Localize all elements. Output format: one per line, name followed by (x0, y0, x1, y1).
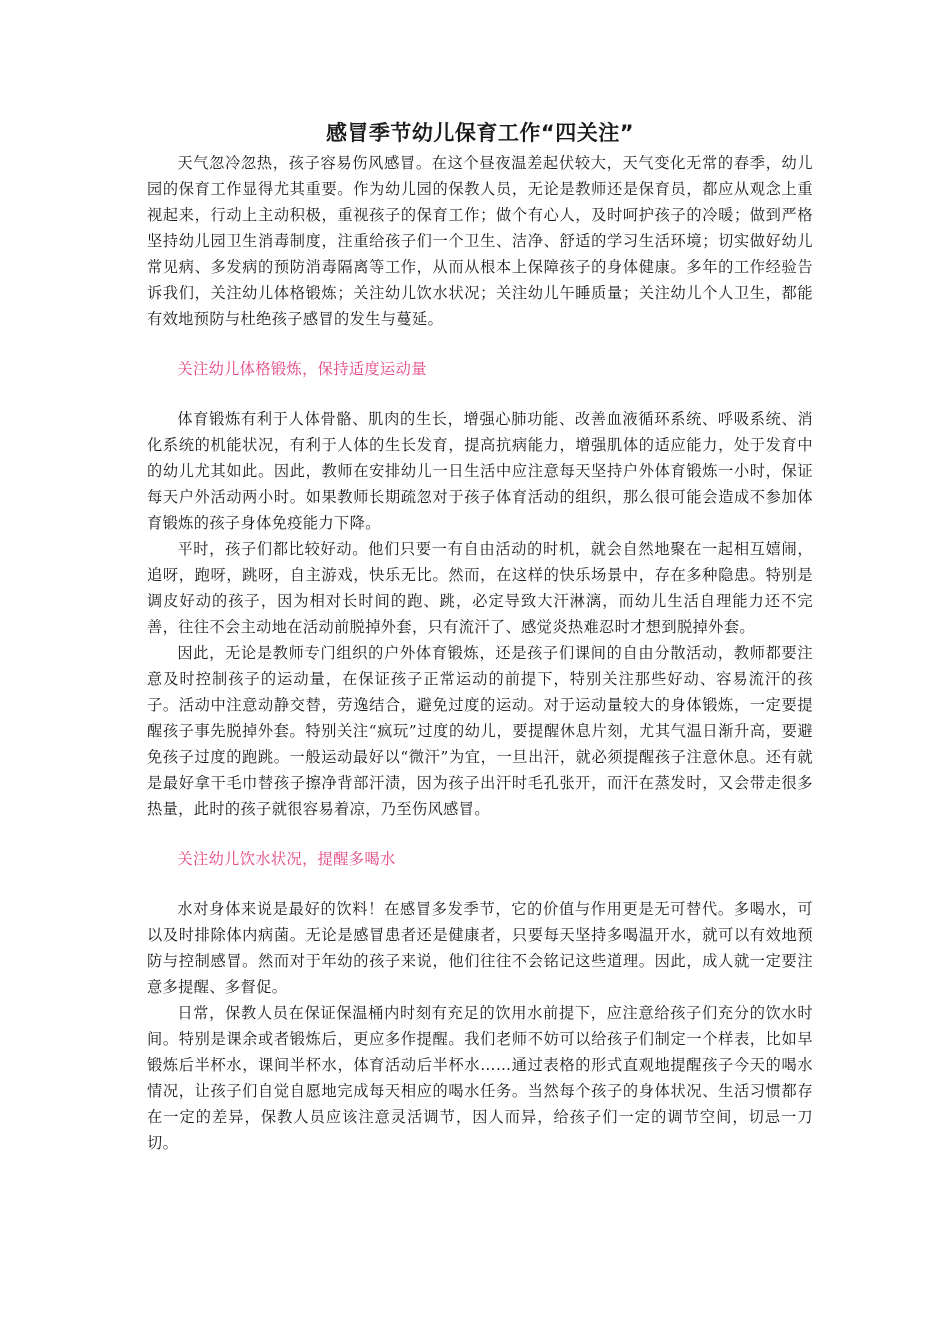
section1-paragraph: 体育锻炼有利于人体骨骼、肌肉的生长，增强心肺功能、改善血液循环系统、呼吸系统、消化系统的机能状况，有利于人体的生长发育，提高抗病能力，增强肌体的适应能力，处于发育中的幼儿尤其如此。因此，教师在安排幼儿一日生活中应注意每天坚持户外体育锻炼一小时，保证每天户外活动两小时。如果教师长期疏忽对于孩子体育活动的组织，那么很可能会造成不参加体育锻炼的孩子身体免疫能力下降。 (147, 410, 813, 532)
section-heading-water: 关注幼儿饮水状况，提醒多喝水 (177, 850, 396, 868)
document-title: 感冒季节幼儿保育工作“四关注” (325, 121, 635, 145)
intro-paragraph: 天气忽冷忽热，孩子容易伤风感冒。在这个昼夜温差起伏较大，天气变化无常的春季，幼儿园的保育工作显得尤其重要。作为幼儿园的保教人员，无论是教师还是保育员，都应从观念上重视起来，行动上主动积极，重视孩子的保育工作；做个有心人，及时呵护孩子的冷暖；做到严格坚持幼儿园卫生消毒制度，注重给孩子们一个卫生、洁净、舒适的学习生活环境；切实做好幼儿常见病、多发病的预防消毒隔离等工作，从而从根本上保障孩子的身体健康。多年的工作经验告诉我们，关注幼儿体格锻炼；关注幼儿饮水状况；关注幼儿午睡质量；关注幼儿个人卫生，都能有效地预防与杜绝孩子感冒的发生与蔓延。 (147, 154, 813, 328)
section1-paragraph: 平时，孩子们都比较好动。他们只要一有自由活动的时机，就会自然地聚在一起相互嬉闹，追呀，跑呀，跳呀，自主游戏，快乐无比。然而，在这样的快乐场景中，存在多种隐患。特别是调皮好动的孩子，因为相对长时间的跑、跳，必定导致大汗淋漓，而幼儿生活自理能力还不完善，往往不会主动地在活动前脱掉外套，只有流汗了、感觉炎热难忍时才想到脱掉外套。 (147, 540, 813, 636)
section-heading-exercise: 关注幼儿体格锻炼，保持适度运动量 (177, 360, 427, 378)
section1-paragraph: 因此，无论是教师专门组织的户外体育锻炼，还是孩子们课间的自由分散活动，教师都要注意及时控制孩子的运动量，在保证孩子正常运动的前提下，特别关注那些好动、容易流汗的孩子。活动中注意动静交替，劳逸结合，避免过度的运动。对于运动量较大的身体锻炼，一定要提醒孩子事先脱掉外套。特别关注“疯玩”过度的幼儿，要提醒休息片刻，尤其气温日渐升高，要避免孩子过度的跑跳。一般运动最好以“微汗”为宜，一旦出汗，就必须提醒孩子注意休息。还有就是最好拿干毛巾替孩子擦净背部汗渍，因为孩子出汗时毛孔张开，而汗在蒸发时，又会带走很多热量，此时的孩子就很容易着凉，乃至伤风感冒。 (147, 644, 813, 818)
document-page (147, 118, 813, 1156)
section2-paragraph: 水对身体来说是最好的饮料！在感冒多发季节，它的价值与作用更是无可替代。多喝水，可以及时排除体内病菌。无论是感冒患者还是健康者，只要每天坚持多喝温开水，就可以有效地预防与控制感冒。然而对于年幼的孩子来说，他们往往不会铭记这些道理。因此，成人就一定要注意多提醒、多督促。 (147, 900, 813, 996)
section2-paragraph: 日常，保教人员在保证保温桶内时刻有充足的饮用水前提下，应注意给孩子们充分的饮水时间。特别是课余或者锻炼后，更应多作提醒。我们老师不妨可以给孩子们制定一个样表，比如早锻炼后半杯水，课间半杯水，体育活动后半杯水……通过表格的形式直观地提醒孩子今天的喝水情况，让孩子们自觉自愿地完成每天相应的喝水任务。当然每个孩子的身体状况、生活习惯都存在一定的差异，保教人员应该注意灵活调节，因人而异，给孩子们一定的调节空间，切忌一刀切。 (147, 1004, 813, 1152)
